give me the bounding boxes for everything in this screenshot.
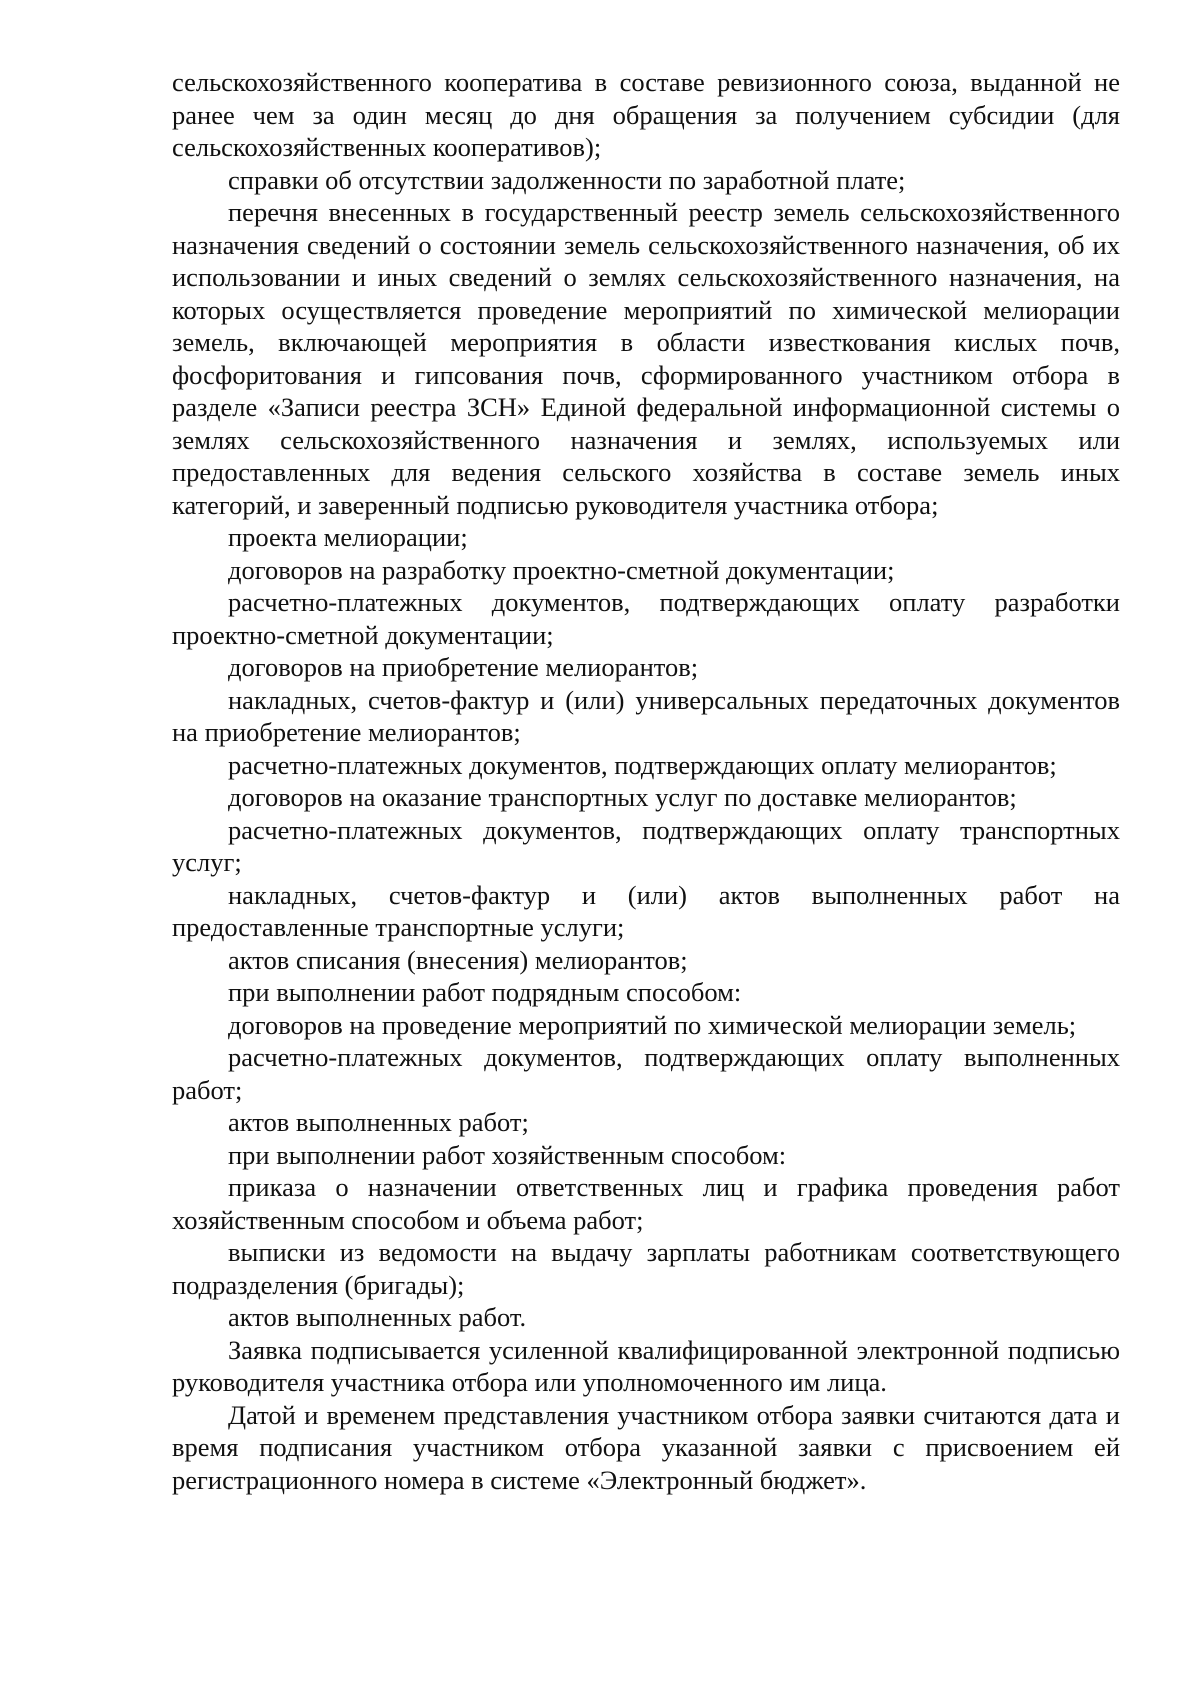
paragraph-inhouse-method-heading: при выполнении работ хозяйственным способом:	[228, 1139, 787, 1170]
paragraph-transport-payment-docs: расчетно-платежных документов, подтверждающих оплату транспортных услуг;	[172, 814, 1120, 877]
paragraph-payroll-extract: выписки из ведомости на выдачу зарплаты работникам соответствующего подразделения (бригады);	[172, 1237, 1120, 1300]
paragraph-design-contracts: договоров на разработку проектно-сметной документации;	[228, 554, 895, 585]
paragraph-works-acts-final: актов выполненных работ.	[228, 1302, 527, 1332]
paragraph-works-acts: актов выполненных работ;	[228, 1107, 529, 1137]
paragraph-melioration-project: проекта мелиорации;	[228, 522, 468, 552]
paragraph-contract-method-heading: при выполнении работ подрядным способом:	[228, 977, 742, 1007]
paragraph-salary-debt-certificate: справки об отсутствии задолженности по заработной плате;	[228, 164, 906, 195]
document-page	[172, 66, 1120, 1496]
paragraph-works-payment-docs: расчетно-платежных документов, подтверждающих оплату выполненных работ;	[172, 1042, 1120, 1105]
paragraph-meliorant-payment-docs: расчетно-платежных документов, подтверждающих оплату мелиорантов;	[228, 749, 1057, 780]
paragraph-transport-invoices: накладных, счетов-фактур и (или) актов выполненных работ на предоставленные транспортные услуги;	[172, 879, 1120, 942]
paragraph-transport-contracts: договоров на оказание транспортных услуг по доставке мелиорантов;	[228, 782, 1017, 812]
paragraph-cooperative-certificate: сельскохозяйственного кооператива в составе ревизионного союза, выданной не ранее чем за один месяц до дня обращения за получением субсидии (для сельскохозяйственных кооперативов);	[172, 67, 1120, 162]
paragraph-responsible-persons-order: приказа о назначении ответственных лиц и графика проведения работ хозяйственным способом и объема работ;	[172, 1172, 1120, 1235]
paragraph-application-signature: Заявка подписывается усиленной квалифицированной электронной подписью руководителя участника отбора или уполномоченного им лица.	[172, 1334, 1120, 1397]
paragraph-land-registry-list: перечня внесенных в государственный реестр земель сельскохозяйственного назначения сведений о состоянии земель сельскохозяйственного назначения, об их использовании и иных сведений о землях сельскохозяйственного назначения, на которых осуществляется проведение мероприятий по химической мелиорации земель, включающей мероприятия в области известкования кислых почв, фосфоритования и гипсования почв, сформированного участником отбора в разделе «Записи реестра ЗСН» Единой федеральной информационной системы о землях сельскохозяйственного назначения и землях, используемых или предоставленных для ведения сельского хозяйства в составе земель иных категорий, и заверенный подписью руководителя участника отбора;	[172, 197, 1120, 520]
paragraph-meliorant-purchase-contracts: договоров на приобретение мелиорантов;	[228, 652, 699, 682]
paragraph-design-payment-docs: расчетно-платежных документов, подтверждающих оплату разработки проектно-сметной документации;	[172, 587, 1120, 650]
paragraph-meliorant-writeoff-acts: актов списания (внесения) мелиорантов;	[228, 944, 688, 975]
paragraph-chemical-melioration-contracts: договоров на проведение мероприятий по химической мелиорации земель;	[228, 1009, 1077, 1040]
paragraph-submission-date: Датой и временем представления участником отбора заявки считаются дата и время подписания участником отбора указанной заявки с присвоением ей регистрационного номера в системе «Электронный бюджет».	[172, 1399, 1120, 1495]
paragraph-meliorant-invoices: накладных, счетов-фактур и (или) универсальных передаточных документов на приобретение мелиорантов;	[172, 684, 1120, 747]
